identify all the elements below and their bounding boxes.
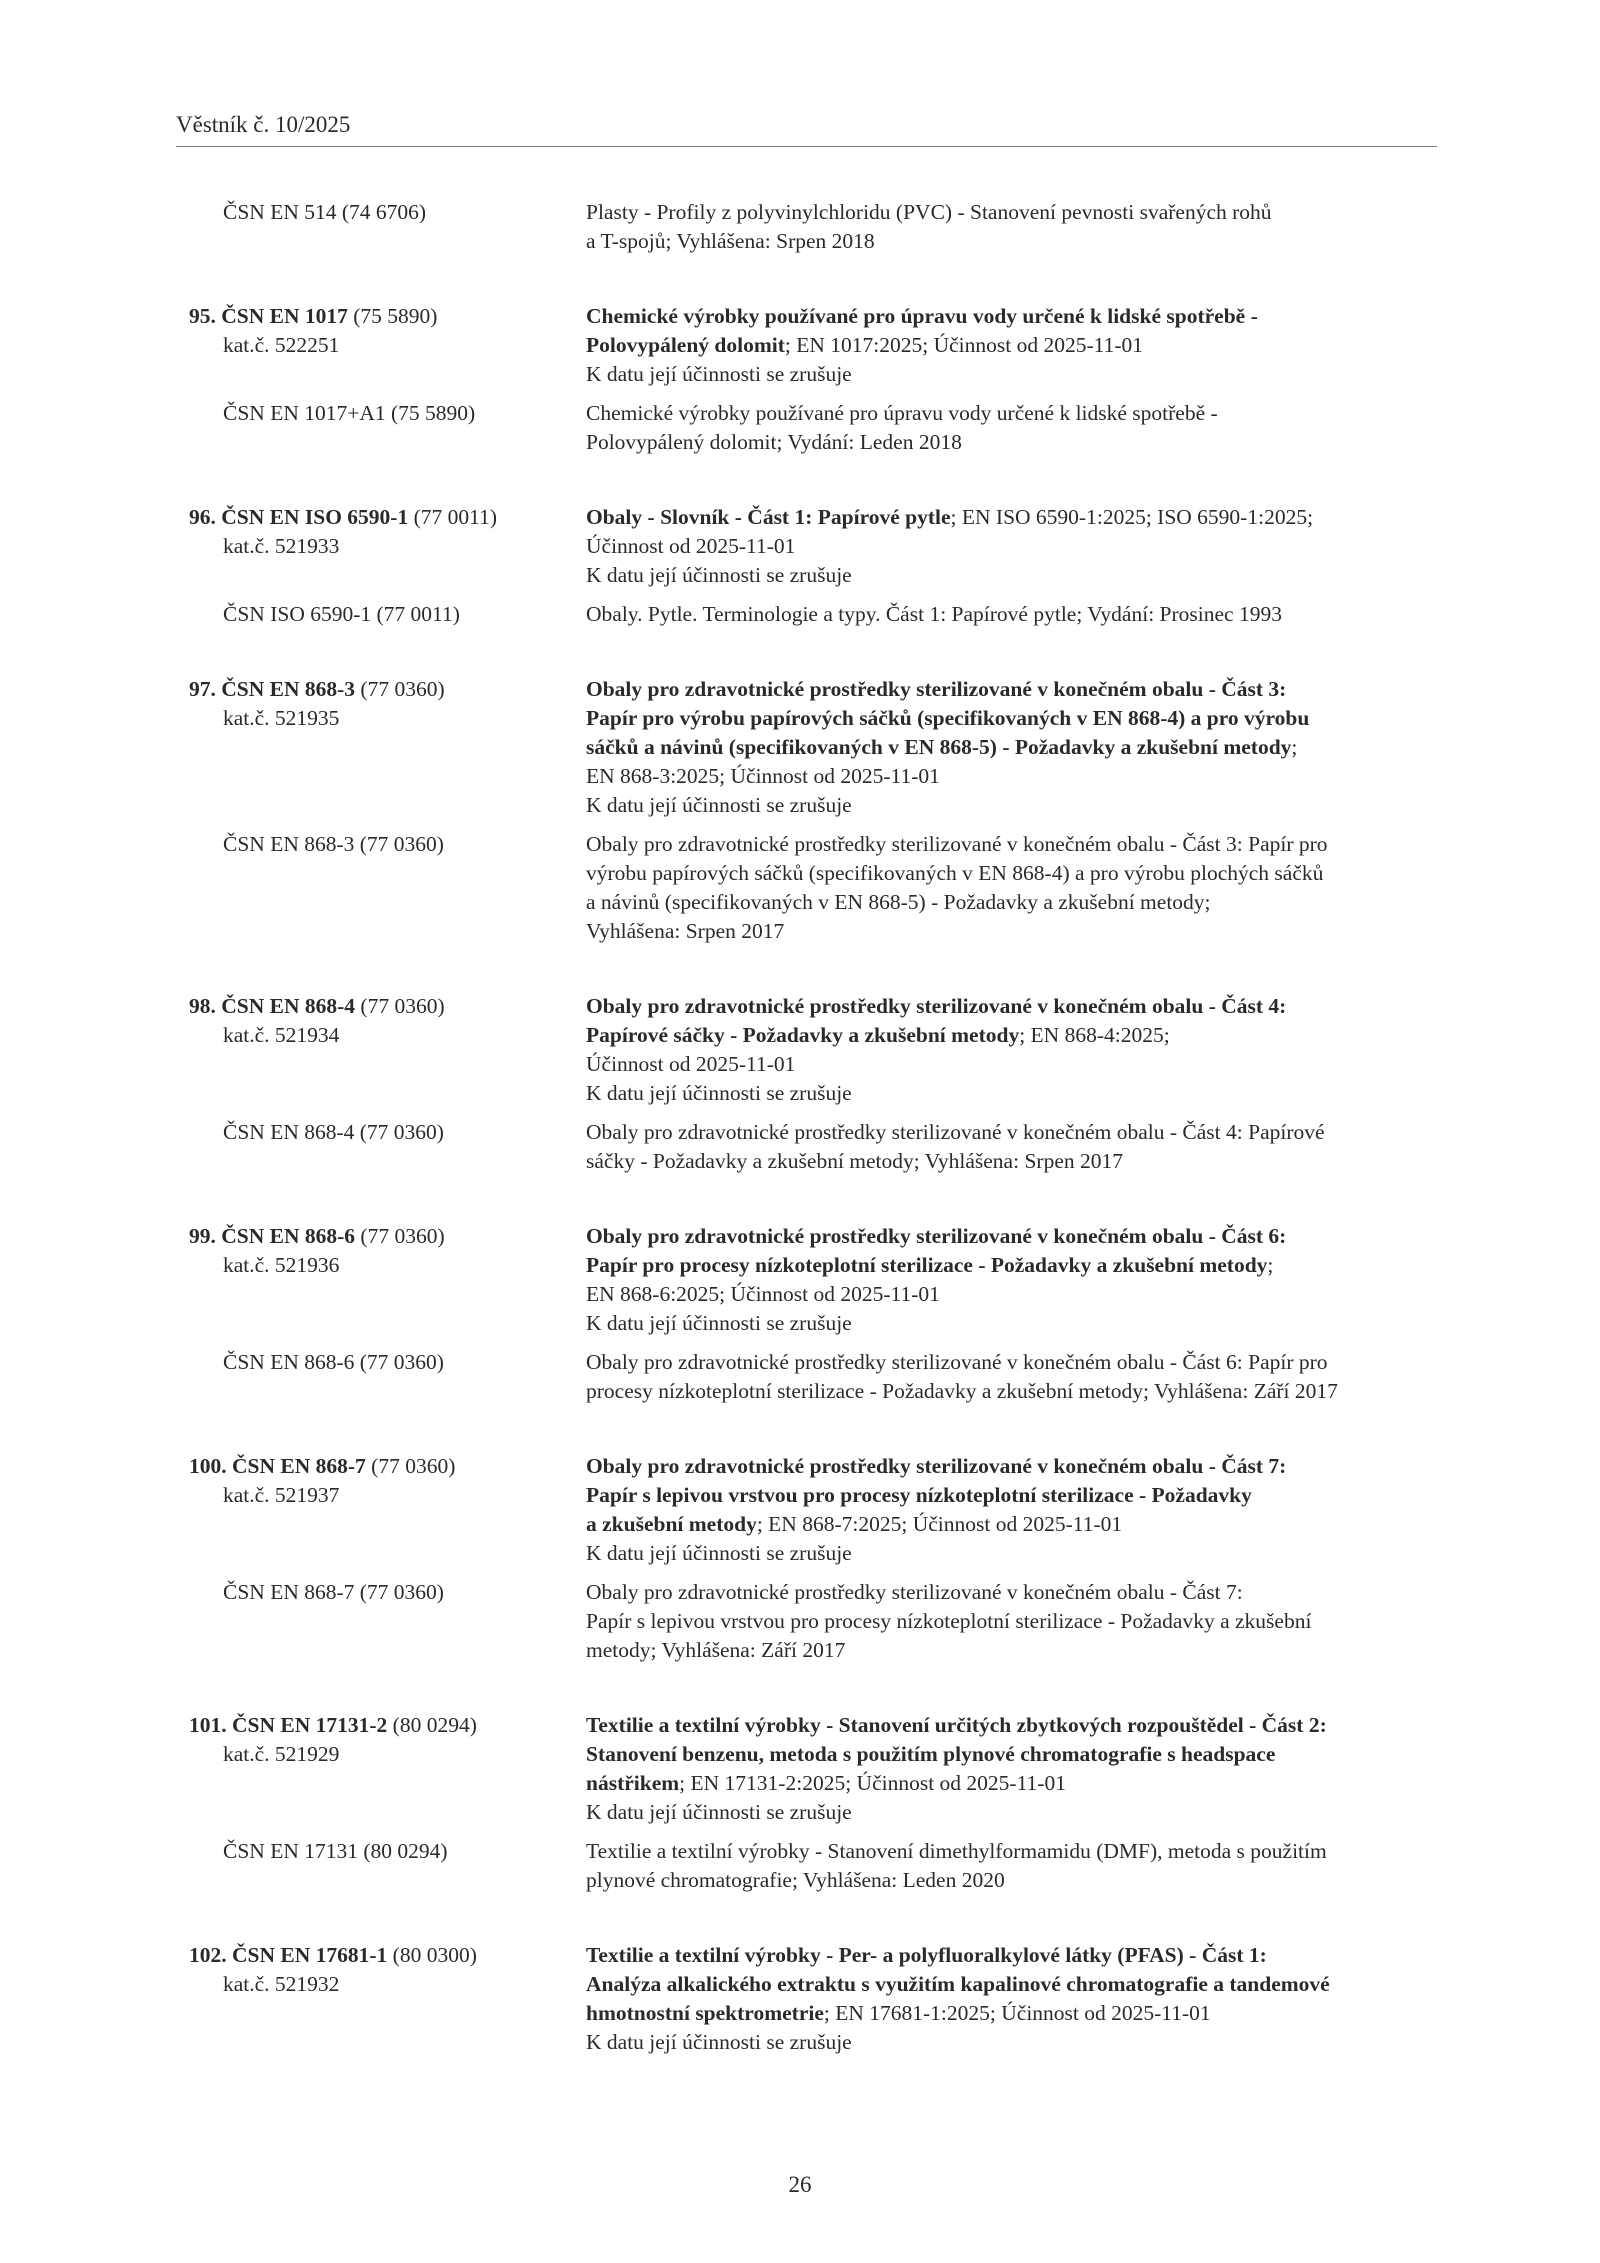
replaced-standard-row	[189, 830, 1439, 946]
description-line	[586, 1711, 1439, 1740]
replaced-csn-code: ČSN EN 868-7 (77 0360)	[223, 1580, 444, 1604]
replaced-standard-row	[189, 1837, 1439, 1895]
description-line	[586, 1539, 1439, 1568]
description	[586, 302, 1439, 389]
replaced-code	[189, 1578, 586, 1665]
replaced-code	[189, 1348, 586, 1406]
standard-id	[189, 503, 586, 590]
page-number: 26	[788, 2172, 812, 2197]
class-code: (77 0360)	[355, 994, 445, 1018]
description-line	[586, 704, 1439, 733]
standard-id	[189, 1222, 586, 1338]
catalog-number: kat.č. 521933	[223, 534, 340, 558]
standard-entry	[189, 1452, 1439, 1665]
description-line	[586, 1999, 1439, 2028]
detail-text: Obaly. Pytle. Terminologie a typy. Část 1: Papírové pytle; Vydání: Prosinec 1993	[586, 602, 1282, 626]
description-line	[586, 1798, 1439, 1827]
detail-text: procesy nízkoteplotní sterilizace - Požadavky a zkušební metody; Vyhlášena: Září 2017	[586, 1379, 1338, 1403]
description-line	[586, 399, 1439, 428]
replaced-standard-row	[189, 1578, 1439, 1665]
replaced-csn-code: ČSN EN 868-6 (77 0360)	[223, 1350, 444, 1374]
catalog-number: kat.č. 521935	[223, 706, 340, 730]
entry-number: 101.	[189, 1713, 232, 1737]
description	[586, 1578, 1439, 1665]
detail-text: Obaly pro zdravotnické prostředky sterilizované v konečném obalu - Část 3: Papír pro	[586, 832, 1328, 856]
description	[586, 1222, 1439, 1338]
description-line	[586, 830, 1439, 859]
standard-id	[189, 302, 586, 389]
detail-text: sáčky - Požadavky a zkušební metody; Vyhlášena: Srpen 2017	[586, 1149, 1123, 1173]
standards-list	[189, 198, 1439, 2057]
description-line	[586, 1970, 1439, 1999]
new-standard-row	[189, 1941, 1439, 2057]
catalog-number: kat.č. 522251	[223, 333, 340, 357]
replaced-standard-row	[189, 1118, 1439, 1176]
class-code: (75 5890)	[347, 304, 438, 328]
description-line	[586, 1866, 1439, 1895]
new-standard-row	[189, 1452, 1439, 1568]
replaced-code	[189, 399, 586, 457]
description-line	[586, 1578, 1439, 1607]
standard-code	[189, 1941, 586, 1970]
new-standard-row	[189, 1711, 1439, 1827]
description-line	[586, 1222, 1439, 1251]
title-text: a zkušební metody	[586, 1512, 757, 1536]
bulletin-header: Věstník č. 10/2025	[176, 112, 351, 137]
detail-text: K datu její účinnosti se zrušuje	[586, 1311, 852, 1335]
standard-code	[189, 992, 586, 1021]
description	[586, 830, 1439, 946]
header-divider	[176, 146, 1437, 147]
standard-code	[189, 675, 586, 704]
replaced-standard-row	[189, 1348, 1439, 1406]
catalog-number: kat.č. 521936	[223, 1253, 340, 1277]
entry-number: 95.	[189, 304, 222, 328]
title-text: Chemické výrobky používané pro úpravu vody určené k lidské spotřebě -	[586, 304, 1258, 328]
description-line	[586, 733, 1439, 762]
class-code: (77 0360)	[355, 1224, 445, 1248]
detail-text: Účinnost od 2025-11-01	[586, 1052, 796, 1076]
description	[586, 1118, 1439, 1176]
description-line	[586, 992, 1439, 1021]
detail-text: ; EN 17681-1:2025; Účinnost od 2025-11-01	[823, 2001, 1211, 2025]
detail-text: Chemické výrobky používané pro úpravu vody určené k lidské spotřebě -	[586, 401, 1218, 425]
description-line	[586, 1348, 1439, 1377]
detail-text: ;	[1267, 1253, 1274, 1277]
new-standard-row	[189, 302, 1439, 389]
catalog-number: kat.č. 521934	[223, 1023, 340, 1047]
title-text: Obaly pro zdravotnické prostředky sterilizované v konečném obalu - Část 4:	[586, 994, 1287, 1018]
title-text: sáčků a návinů (specifikovaných v EN 868-5) - Požadavky a zkušební metody	[586, 735, 1292, 759]
standard-entry	[189, 1711, 1439, 1895]
description	[586, 1452, 1439, 1568]
entry-number: 102.	[189, 1943, 232, 1967]
detail-text: K datu její účinnosti se zrušuje	[586, 1081, 852, 1105]
description-line	[586, 1607, 1439, 1636]
description-line	[586, 198, 1439, 227]
description-line	[586, 1481, 1439, 1510]
title-text: Stanovení benzenu, metoda s použitím plynové chromatografie s headspace	[586, 1742, 1276, 1766]
title-text: Papír pro procesy nízkoteplotní sterilizace - Požadavky a zkušební metody	[586, 1253, 1268, 1277]
detail-text: Obaly pro zdravotnické prostředky sterilizované v konečném obalu - Část 6: Papír pro	[586, 1350, 1328, 1374]
csn-code: ČSN EN ISO 6590-1	[221, 505, 409, 529]
entry-number: 100.	[189, 1454, 232, 1478]
description-line	[586, 1377, 1439, 1406]
title-text: Papír s lepivou vrstvou pro procesy nízkoteplotní sterilizace - Požadavky	[586, 1483, 1252, 1507]
description-line	[586, 1636, 1439, 1665]
standard-code	[189, 503, 586, 532]
description-line	[586, 302, 1439, 331]
standard-id	[189, 992, 586, 1108]
description	[586, 1711, 1439, 1827]
standard-id	[189, 675, 586, 820]
detail-text: Obaly pro zdravotnické prostředky sterilizované v konečném obalu - Část 7:	[586, 1580, 1243, 1604]
description	[586, 198, 1439, 256]
detail-text: Papír s lepivou vrstvou pro procesy nízkoteplotní sterilizace - Požadavky a zkušební	[586, 1609, 1312, 1633]
detail-text: ; EN 1017:2025; Účinnost od 2025-11-01	[784, 333, 1143, 357]
detail-text: ; EN 868-7:2025; Účinnost od 2025-11-01	[756, 1512, 1123, 1536]
description	[586, 1837, 1439, 1895]
detail-text: a návinů (specifikovaných v EN 868-5) - Požadavky a zkušební metody;	[586, 890, 1211, 914]
replaced-standard-row	[189, 600, 1439, 629]
replaced-code	[189, 1837, 586, 1895]
title-text: Analýza alkalického extraktu s využitím kapalinové chromatografie a tandemové	[586, 1972, 1330, 1996]
title-text: Papír pro výrobu papírových sáčků (specifikovaných v EN 868-4) a pro výrobu	[586, 706, 1310, 730]
detail-text: ; EN 17131-2:2025; Účinnost od 2025-11-01	[679, 1771, 1066, 1795]
title-text: Obaly pro zdravotnické prostředky sterilizované v konečném obalu - Část 3:	[586, 677, 1287, 701]
description-line	[586, 428, 1439, 457]
catalog-number: kat.č. 521929	[223, 1742, 340, 1766]
description-line	[586, 1050, 1439, 1079]
standard-entry	[189, 675, 1439, 946]
description-line	[586, 1118, 1439, 1147]
entry-number: 99.	[189, 1224, 222, 1248]
description	[586, 992, 1439, 1108]
description-line	[586, 2028, 1439, 2057]
replaced-csn-code: ČSN EN 17131 (80 0294)	[223, 1839, 448, 1863]
detail-text: Účinnost od 2025-11-01	[586, 534, 796, 558]
csn-code: ČSN EN 868-7	[232, 1454, 366, 1478]
standard-entry	[189, 302, 1439, 457]
replaced-standard-row	[189, 198, 1439, 256]
csn-code: ČSN EN 868-3	[221, 677, 356, 701]
detail-text: Plasty - Profily z polyvinylchloridu (PVC) - Stanovení pevnosti svařených rohů	[586, 200, 1272, 224]
description-line	[586, 331, 1439, 360]
title-text: Textilie a textilní výrobky - Stanovení určitých zbytkových rozpouštědel - Část 2:	[586, 1713, 1327, 1737]
detail-text: K datu její účinnosti se zrušuje	[586, 1800, 852, 1824]
title-text: hmotnostní spektrometrie	[586, 2001, 824, 2025]
entry-number: 96.	[189, 505, 222, 529]
description-line	[586, 1079, 1439, 1108]
csn-code: ČSN EN 17131-2	[232, 1713, 388, 1737]
standard-code	[189, 1222, 586, 1251]
description-line	[586, 600, 1439, 629]
class-code: (77 0011)	[408, 505, 497, 529]
title-text: Textilie a textilní výrobky - Per- a polyfluoralkylové látky (PFAS) - Část 1:	[586, 1943, 1267, 1967]
detail-text: Polovypálený dolomit; Vydání: Leden 2018	[586, 430, 962, 454]
detail-text: K datu její účinnosti se zrušuje	[586, 2030, 852, 2054]
detail-text: a T-spojů; Vyhlášena: Srpen 2018	[586, 229, 875, 253]
detail-text: K datu její účinnosti se zrušuje	[586, 362, 852, 386]
replaced-standard-row	[189, 399, 1439, 457]
catalog-number: kat.č. 521937	[223, 1483, 340, 1507]
replaced-csn-code: ČSN EN 514 (74 6706)	[223, 200, 427, 224]
detail-text: ; EN ISO 6590-1:2025; ISO 6590-1:2025;	[950, 505, 1314, 529]
standard-id	[189, 1452, 586, 1568]
class-code: (80 0300)	[387, 1943, 477, 1967]
title-text: nástřikem	[586, 1771, 680, 1795]
new-standard-row	[189, 503, 1439, 590]
detail-text: výrobu papírových sáčků (specifikovaných v EN 868-4) a pro výrobu plochých sáčků	[586, 861, 1324, 885]
catalog-number: kat.č. 521932	[223, 1972, 340, 1996]
replaced-code	[189, 600, 586, 629]
detail-text: ; EN 868-4:2025;	[1019, 1023, 1170, 1047]
detail-text: plynové chromatografie; Vyhlášena: Leden 2020	[586, 1868, 1005, 1892]
new-standard-row	[189, 1222, 1439, 1338]
description-line	[586, 762, 1439, 791]
standard-entry	[189, 992, 1439, 1176]
standard-id	[189, 1711, 586, 1827]
standard-entry	[189, 1222, 1439, 1406]
replaced-csn-code: ČSN EN 868-4 (77 0360)	[223, 1120, 444, 1144]
standard-code	[189, 1711, 586, 1740]
detail-text: EN 868-6:2025; Účinnost od 2025-11-01	[586, 1282, 940, 1306]
description-line	[586, 1309, 1439, 1338]
description-line	[586, 675, 1439, 704]
description-line	[586, 1510, 1439, 1539]
description-line	[586, 1837, 1439, 1866]
description-line	[586, 227, 1439, 256]
detail-text: Obaly pro zdravotnické prostředky sterilizované v konečném obalu - Část 4: Papírové	[586, 1120, 1325, 1144]
description	[586, 600, 1439, 629]
title-text: Obaly - Slovník - Část 1: Papírové pytle	[586, 505, 951, 529]
replaced-csn-code: ČSN ISO 6590-1 (77 0011)	[223, 602, 460, 626]
detail-text: Textilie a textilní výrobky - Stanovení dimethylformamidu (DMF), metoda s použitím	[586, 1839, 1327, 1863]
description-line	[586, 1021, 1439, 1050]
description	[586, 1348, 1439, 1406]
description-line	[586, 360, 1439, 389]
replaced-code	[189, 830, 586, 946]
new-standard-row	[189, 992, 1439, 1108]
csn-code: ČSN EN 868-4	[221, 994, 356, 1018]
detail-text: EN 868-3:2025; Účinnost od 2025-11-01	[586, 764, 940, 788]
description-line	[586, 888, 1439, 917]
description-line	[586, 561, 1439, 590]
standard-code	[189, 1452, 586, 1481]
new-standard-row	[189, 675, 1439, 820]
standard-entry	[189, 198, 1439, 256]
class-code: (80 0294)	[387, 1713, 477, 1737]
description	[586, 399, 1439, 457]
csn-code: ČSN EN 868-6	[221, 1224, 356, 1248]
description-line	[586, 1251, 1439, 1280]
standard-entry	[189, 1941, 1439, 2057]
standard-id	[189, 1941, 586, 2057]
detail-text: metody; Vyhlášena: Září 2017	[586, 1638, 846, 1662]
description-line	[586, 503, 1439, 532]
detail-text: K datu její účinnosti se zrušuje	[586, 563, 852, 587]
detail-text: K datu její účinnosti se zrušuje	[586, 793, 852, 817]
description-line	[586, 1941, 1439, 1970]
detail-text: Vyhlášena: Srpen 2017	[586, 919, 785, 943]
description	[586, 675, 1439, 820]
replaced-code	[189, 198, 586, 256]
csn-code: ČSN EN 1017	[221, 304, 348, 328]
description-line	[586, 532, 1439, 561]
replaced-csn-code: ČSN EN 868-3 (77 0360)	[223, 832, 444, 856]
description-line	[586, 917, 1439, 946]
description	[586, 503, 1439, 590]
title-text: Obaly pro zdravotnické prostředky sterilizované v konečném obalu - Část 6:	[586, 1224, 1287, 1248]
class-code: (77 0360)	[355, 677, 445, 701]
csn-code: ČSN EN 17681-1	[232, 1943, 388, 1967]
description-line	[586, 1280, 1439, 1309]
description-line	[586, 1452, 1439, 1481]
title-text: Polovypálený dolomit	[586, 333, 785, 357]
title-text: Obaly pro zdravotnické prostředky sterilizované v konečném obalu - Část 7:	[586, 1454, 1287, 1478]
detail-text: ;	[1291, 735, 1298, 759]
standard-code	[189, 302, 586, 331]
entry-number: 98.	[189, 994, 222, 1018]
description-line	[586, 859, 1439, 888]
description-line	[586, 791, 1439, 820]
class-code: (77 0360)	[365, 1454, 456, 1478]
description-line	[586, 1147, 1439, 1176]
standard-entry	[189, 503, 1439, 629]
description	[586, 1941, 1439, 2057]
title-text: Papírové sáčky - Požadavky a zkušební metody	[586, 1023, 1020, 1047]
description-line	[586, 1769, 1439, 1798]
replaced-code	[189, 1118, 586, 1176]
entry-number: 97.	[189, 677, 222, 701]
detail-text: K datu její účinnosti se zrušuje	[586, 1541, 852, 1565]
replaced-csn-code: ČSN EN 1017+A1 (75 5890)	[223, 401, 476, 425]
description-line	[586, 1740, 1439, 1769]
